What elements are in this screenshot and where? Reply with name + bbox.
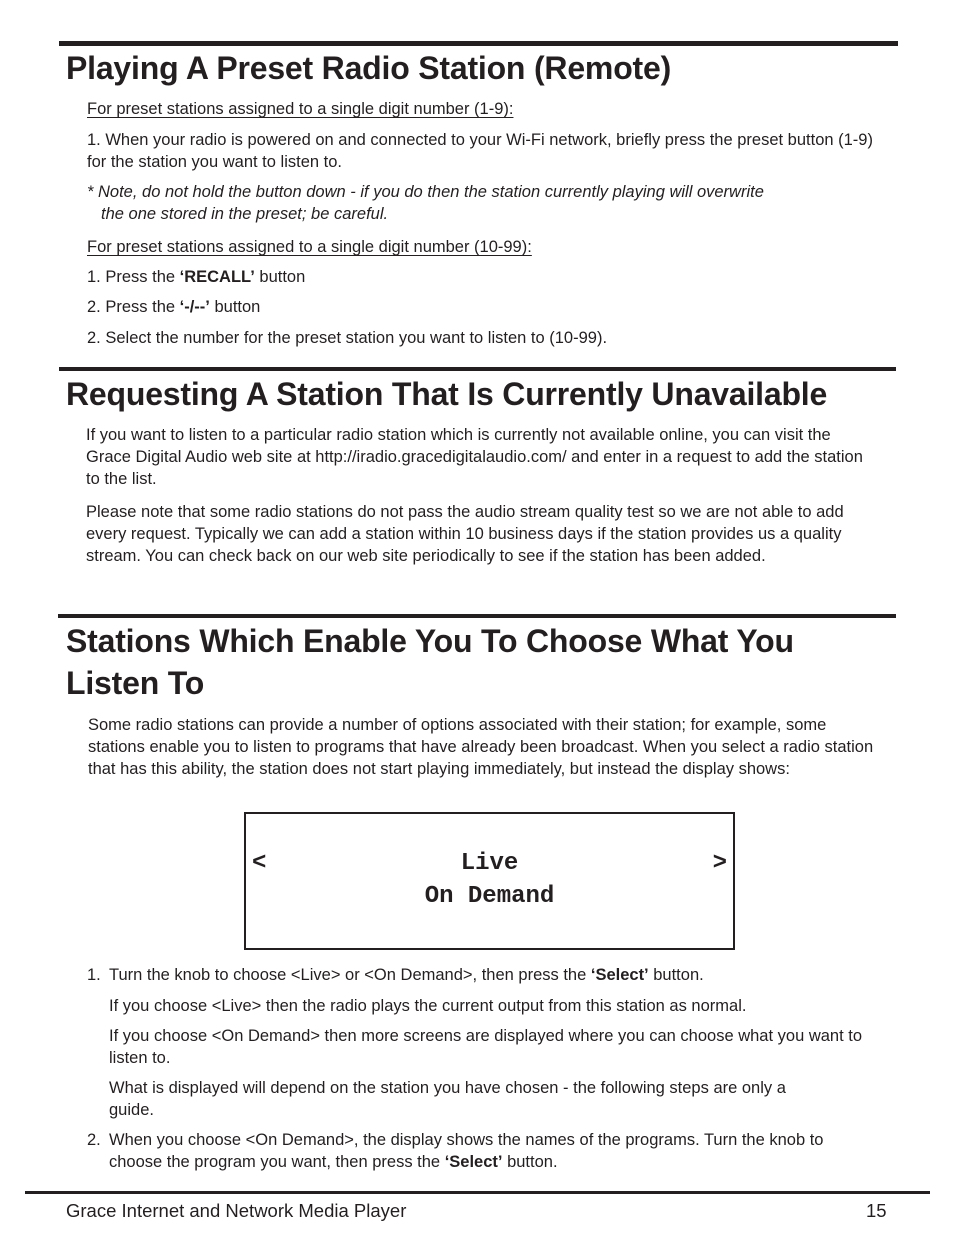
footer-title: Grace Internet and Network Media Player: [66, 1200, 407, 1221]
subheading-double-digit: For preset stations assigned to a single digit number (10-99):: [87, 238, 532, 256]
paragraph: Some radio stations can provide a number of options associated with their station; for example, some stations enable you to listen to programs that have already been broadcast. When you select a radio station that has this ability, the station does not start playing immediately, but instead the display shows:: [88, 716, 874, 778]
note-line-1: * Note, do not hold the button down - if you do then the station currently playing will overwrite: [87, 183, 764, 201]
section-title-preset: Playing A Preset Radio Station (Remote): [66, 50, 672, 86]
right-arrow-icon: >: [712, 850, 727, 877]
left-arrow-icon: <: [252, 850, 267, 877]
list-item: 2. Press the ‘-/--’ button: [87, 298, 261, 316]
paragraph: If you want to listen to a particular radio station which is currently not available online, you can visit the Grace Digital Audio web site at http://iradio.gracedigitalaudio.com/ and enter in a request to add the station to the list.: [86, 426, 863, 488]
radio-display: [244, 812, 735, 950]
display-line-live: Live: [460, 850, 519, 877]
step-number: 1.: [87, 966, 101, 984]
paragraph: Please note that some radio stations do not pass the audio stream quality test so we are not able to add every request. Typically we can add a station within 10 business days if the station provides us a quality stream. You can check back on our web site periodically to see if the station has been added.: [86, 503, 844, 565]
step-detail: If you choose <On Demand> then more screens are displayed where you can choose what you want to listen to.: [109, 1027, 863, 1067]
display-line-on-demand: On Demand: [424, 883, 555, 910]
page-number: 15: [866, 1200, 887, 1221]
step-number: 2.: [87, 1131, 101, 1149]
section-rule-2: [59, 367, 896, 371]
step-text: 1. When your radio is powered on and connected to your Wi-Fi network, briefly press the preset button (1-9) for the station you want to listen to.: [87, 131, 873, 171]
section-title-stations: Stations Which Enable You To Choose What You Listen To: [66, 623, 794, 701]
section-title-requesting: Requesting A Station That Is Currently Unavailable: [66, 376, 828, 412]
step-detail: If you choose <Live> then the radio plays the current output from this station as normal.: [109, 997, 747, 1015]
step-text: Turn the knob to choose <Live> or <On Demand>, then press the ‘Select’ button.: [109, 966, 704, 984]
step-detail: What is displayed will depend on the station you have chosen - the following steps are only a guide.: [109, 1079, 786, 1119]
subheading-single-digit: For preset stations assigned to a single digit number (1-9):: [87, 100, 514, 118]
note-line-2: the one stored in the preset; be careful.: [101, 205, 389, 223]
footer-rule: [25, 1191, 930, 1194]
list-item: 2. Select the number for the preset station you want to listen to (10-99).: [87, 329, 608, 347]
section-rule-3: [58, 614, 896, 618]
section-rule-1: [59, 41, 898, 46]
step-text: When you choose <On Demand>, the display shows the names of the programs. Turn the knob to choose the program you want, then press the ‘Select’ button.: [109, 1131, 824, 1171]
list-item: 1. Press the ‘RECALL’ button: [87, 268, 306, 286]
